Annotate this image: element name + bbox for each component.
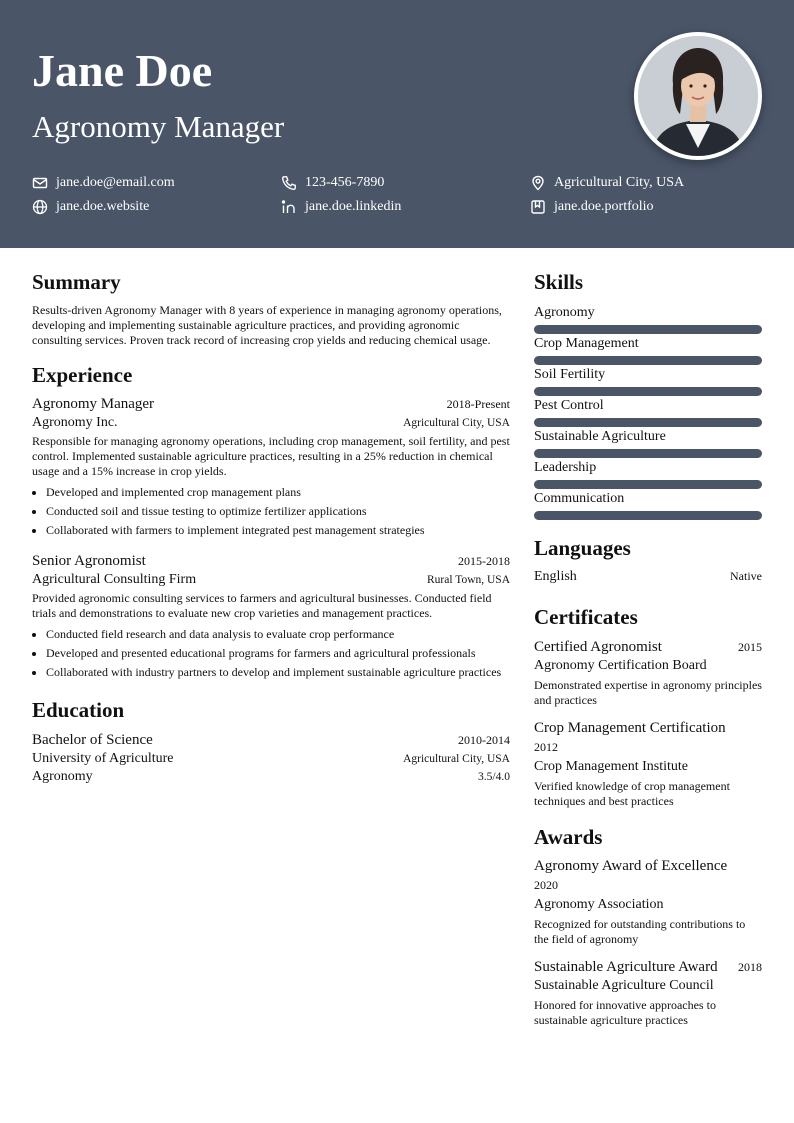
language-name: English [534,569,577,585]
summary-text: Results-driven Agronomy Manager with 8 years of experience in managing agronomy operations, developing and implementing sustainable agriculture practices, and providing agronomic consulting services. Proven track record of increasing crop yields and reducing chemical usage. [32,303,502,348]
education-section [32,698,510,784]
job-location: Agricultural City, USA [403,417,510,430]
experience-item [32,396,510,540]
job-description: Responsible for managing agronomy operations, including crop management, soil fertility, and pest control. Implemented sustainable agriculture practices, resulting in a 25% reduction in chemical usage and a 15% increase in crop yields. [32,434,510,479]
experience-item [32,553,510,682]
summary-section [32,270,510,348]
skill-label: Soil Fertility [534,367,606,383]
skill-bar [534,449,762,458]
email-text: jane.doe@email.com [56,175,175,190]
skills-list [534,303,762,520]
award-year: 2020 [534,877,558,892]
portfolio-text: jane.doe.portfolio [554,199,654,214]
skill-bar [534,418,762,427]
skill-label: Sustainable Agriculture [534,429,666,445]
portfolio-icon [530,199,546,215]
certificate-year: 2015 [738,639,762,654]
award-description: Recognized for outstanding contributions to the field of agronomy [534,916,746,946]
skill-label: Crop Management [534,336,639,352]
globe-icon [32,199,48,215]
website-text: jane.doe.website [56,199,150,214]
award-issuer: Agronomy Association [534,896,664,912]
skill-label: Communication [534,491,625,507]
list-item: • Collaborated with industry partners to develop and implement sustainable agriculture practices [46,663,510,682]
skills-section [534,270,762,520]
main-column [32,270,510,785]
certificate-issuer: Crop Management Institute [534,758,688,774]
experience-heading: Experience [32,363,133,388]
awards-section [534,825,762,1028]
linkedin-icon [281,199,297,215]
skill-bar [534,511,762,520]
contact-email[interactable] [32,175,175,191]
contact-linkedin[interactable] [281,199,401,215]
skill-item [534,489,762,520]
skill-item [534,365,762,396]
skill-bar [534,356,762,365]
skill-bar [534,480,762,489]
award-title: Sustainable Agriculture Award [534,958,718,975]
list-item: • Developed and implemented crop management plans [46,483,510,502]
job-company: Agricultural Consulting Firm [32,572,197,588]
linkedin-text: jane.doe.linkedin [305,199,402,214]
language-level: Native [730,569,762,584]
job-dates: 2015-2018 [458,554,510,569]
award-item [534,959,762,1028]
summary-heading: Summary [32,270,121,294]
certificates-heading: Certificates [534,605,638,630]
award-year: 2018 [738,959,762,974]
job-location: Rural Town, USA [427,574,510,587]
certificate-year: 2012 [534,739,558,754]
list-item: • Developed and presented educational programs for farmers and agricultural professionals [46,644,510,663]
mail-icon [32,175,48,191]
field-of-study: Agronomy [32,768,93,784]
phone-icon [281,175,297,191]
school: University of Agriculture [32,750,174,766]
skill-label: Leadership [534,460,597,476]
skill-item [534,458,762,489]
contact-portfolio[interactable] [530,199,654,215]
candidate-name: Jane Doe [32,45,213,96]
certificate-description: Demonstrated expertise in agronomy principles and practices [534,677,762,707]
job-description: Provided agronomic consulting services to farmers and agricultural businesses. Conducted field trials and demonstrations to evaluate new crop varieties and management practices. [32,591,492,621]
award-title: Agronomy Award of Excellence [534,857,728,874]
list-item: • Conducted field research and data analysis to evaluate crop performance [46,625,510,644]
skill-bar [534,387,762,396]
languages-section [534,536,762,585]
skill-label: Pest Control [534,398,604,414]
list-item: • Collaborated with farmers to implement integrated pest management strategies [46,521,510,540]
experience-section [32,363,510,682]
school-location: Agricultural City, USA [403,752,510,765]
certificate-title: Certified Agronomist [534,638,662,655]
candidate-title: Agronomy Manager [32,109,285,144]
certificate-item [534,639,762,708]
job-dates: 2018-Present [446,397,510,412]
certificates-section [534,605,762,808]
skill-item [534,334,762,365]
skill-item [534,303,762,334]
award-description: Honored for innovative approaches to sustainable agriculture practices [534,997,716,1027]
job-company: Agronomy Inc. [32,415,118,431]
phone-text: 123-456-7890 [305,175,385,190]
contact-phone[interactable] [281,175,384,191]
languages-heading: Languages [534,536,631,561]
job-role: Agronomy Manager [32,396,155,413]
skills-heading: Skills [534,270,584,294]
awards-heading: Awards [534,824,603,849]
award-issuer: Sustainable Agriculture Council [534,977,714,993]
certificate-issuer: Agronomy Certification Board [534,657,707,673]
location-text: Agricultural City, USA [554,175,685,190]
skill-bar [534,325,762,334]
gpa: 3.5/4.0 [478,770,510,783]
skill-item [534,396,762,427]
job-bullets [32,625,510,682]
skill-item [534,427,762,458]
location-pin-icon [530,175,546,191]
job-role: Senior Agronomist [32,553,146,570]
degree: Bachelor of Science [32,731,153,748]
job-bullets [32,483,510,540]
contact-website[interactable] [32,199,149,215]
certificate-description: Verified knowledge of crop management techniques and best practices [534,778,730,808]
side-column [534,270,762,1028]
certificate-title: Crop Management Certification [534,719,726,736]
certificate-item [534,720,762,809]
profile-photo [634,32,762,160]
skill-label: Agronomy [534,305,595,321]
education-heading: Education [32,698,125,723]
contact-location [530,175,684,191]
list-item: • Conducted soil and tissue testing to optimize fertilizer applications [46,502,510,521]
resume-header [0,0,794,248]
education-dates: 2010-2014 [458,732,510,747]
award-item [534,858,762,947]
